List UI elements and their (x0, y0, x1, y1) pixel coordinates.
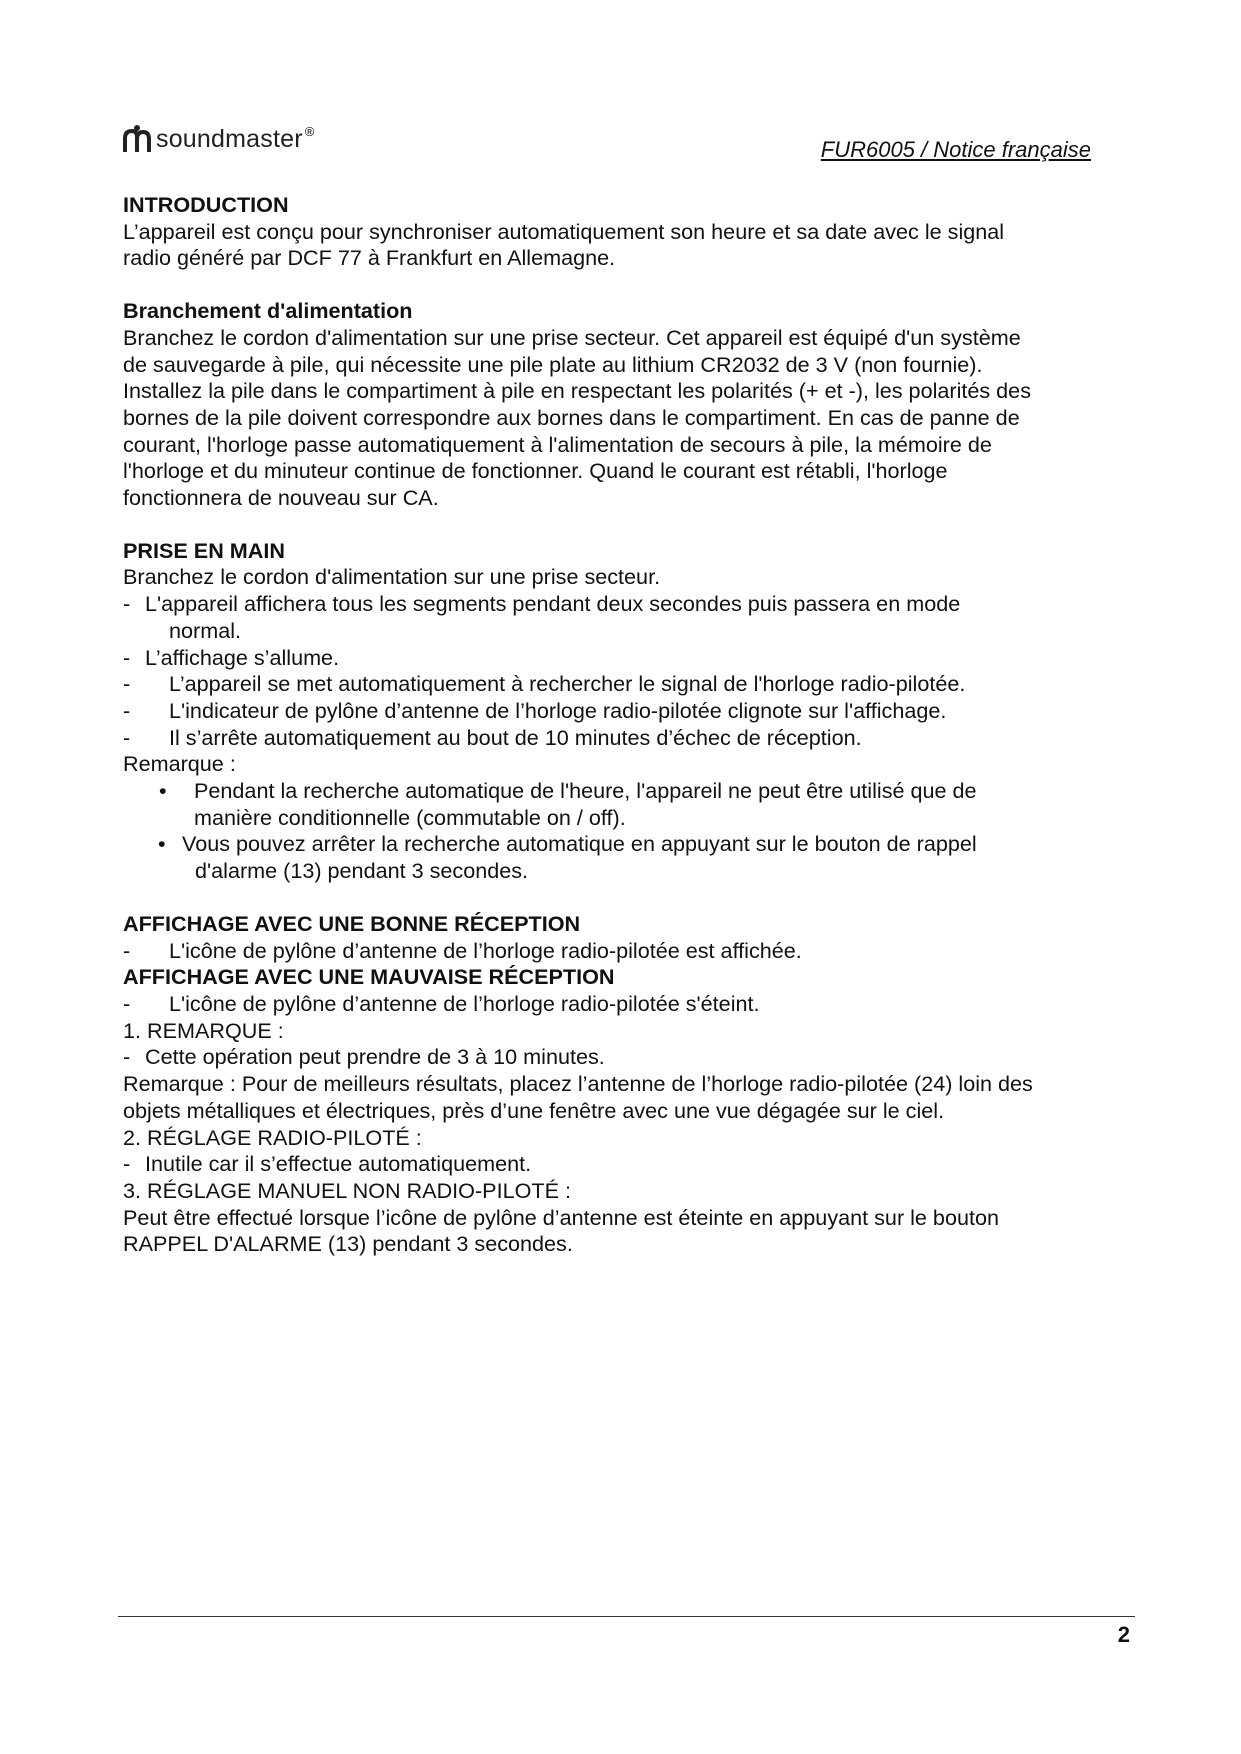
power-line: Branchez le cordon d'alimentation sur une prise secteur. Cet appareil est équipé d'un système (123, 324, 1021, 350)
power-line: fonctionnera de nouveau sur CA. (123, 485, 439, 511)
bullet-marker: • (158, 831, 166, 857)
dash-marker: - (123, 591, 131, 617)
heading-bad-reception: AFFICHAGE AVEC UNE MAUVAISE RÉCEPTION (123, 964, 615, 990)
brand-logo (122, 124, 314, 154)
document-reference: FUR6005 / Notice française (820, 137, 1091, 162)
heading-good-reception: AFFICHAGE AVEC UNE BONNE RÉCEPTION (123, 910, 581, 936)
dash-marker: - (123, 990, 131, 1016)
list-item: - Inutile car il s’effectue automatiquement. (123, 1151, 532, 1177)
brand-name: soundmaster (156, 124, 303, 153)
step-2-title: 2. RÉGLAGE RADIO-PILOTÉ : (123, 1124, 422, 1150)
power-line: Installez la pile dans le compartiment à pile en respectant les polarités (+ et -), les polarités des (123, 378, 1031, 404)
step-1-title: 1. REMARQUE : (123, 1017, 284, 1043)
dash-marker: - (123, 1151, 131, 1177)
list-item: - Cette opération peut prendre de 3 à 10 minutes. (123, 1044, 605, 1070)
power-line: l'horloge et du minuteur continue de fonctionner. Quand le courant est rétabli, l'horloge (123, 458, 948, 484)
list-item: - L'indicateur de pylône d’antenne de l’horloge radio-pilotée clignote sur l'affichage. (123, 697, 947, 723)
heading-introduction: INTRODUCTION (123, 192, 289, 217)
dash-marker: - (123, 671, 131, 697)
power-line: courant, l'horloge passe automatiquement à l'alimentation de secours à pile, la mémoire de (123, 431, 992, 457)
list-item: - L'icône de pylône d’antenne de l’horloge radio-pilotée s'éteint. (123, 990, 760, 1016)
registered-mark: ® (304, 123, 315, 139)
list-item: - L'icône de pylône d’antenne de l’horloge radio-pilotée est affichée. (123, 937, 802, 963)
step-3-text: RAPPEL D'ALARME (13) pendant 3 secondes. (123, 1231, 573, 1257)
dash-marker: - (123, 1044, 131, 1070)
bullet-item: • Pendant la recherche automatique de l'heure, l'appareil ne peut être utilisé que de (123, 778, 1123, 805)
page-number: 2 (1117, 1622, 1130, 1647)
intro-line: L’appareil est conçu pour synchroniser automatiquement son heure et sa date avec le signal (123, 218, 1005, 244)
step-3-text: Peut être effectué lorsque l’icône de pylône d’antenne est éteinte en appuyant sur le bouton (123, 1204, 999, 1230)
list-item-continuation: normal. (169, 617, 242, 643)
bullet-continuation: d'alarme (13) pendant 3 secondes. (195, 858, 529, 884)
power-line: de sauvegarde à pile, qui nécessite une pile plate au lithium CR2032 de 3 V (non fournie). (123, 351, 983, 377)
document-body (123, 192, 1123, 1258)
bullet-continuation: manière conditionnelle (commutable on / off). (194, 804, 626, 830)
dash-marker: - (123, 644, 131, 670)
start-intro: Branchez le cordon d'alimentation sur une prise secteur. (123, 564, 661, 590)
power-line: bornes de la pile doivent correspondre aux bornes dans le compartiment. En cas de panne de (123, 404, 1020, 430)
bullet-item: • Vous pouvez arrêter la recherche automatique en appuyant sur le bouton de rappel (123, 831, 1123, 858)
dash-marker: - (123, 937, 131, 963)
list-item: - L’appareil se met automatiquement à rechercher le signal de l'horloge radio-pilotée. (123, 671, 966, 697)
dash-marker: - (123, 697, 131, 723)
dash-marker: - (123, 724, 131, 750)
soundmaster-logo-icon (122, 124, 152, 154)
list-item: - Il s’arrête automatiquement au bout de 10 minutes d’échec de réception. (123, 724, 862, 750)
intro-line: radio généré par DCF 77 à Frankfurt en Allemagne. (123, 245, 616, 271)
heading-start: PRISE EN MAIN (123, 537, 285, 563)
remark-text: Remarque : Pour de meilleurs résultats, placez l’antenne de l’horloge radio-pilotée (24) loin des (123, 1071, 1033, 1097)
bullet-marker: • (159, 778, 167, 804)
footer-divider (118, 1616, 1135, 1617)
list-item: - L’affichage s’allume. (123, 644, 340, 670)
list-item: - L'appareil affichera tous les segments pendant deux secondes puis passera en mode (123, 591, 961, 617)
heading-power: Branchement d'alimentation (123, 298, 413, 324)
remark-label: Remarque : (123, 751, 236, 777)
remark-text: objets métalliques et électriques, près d’une fenêtre avec une vue dégagée sur le ciel. (123, 1097, 945, 1123)
step-3-title: 3. RÉGLAGE MANUEL NON RADIO-PILOTÉ : (123, 1177, 571, 1203)
